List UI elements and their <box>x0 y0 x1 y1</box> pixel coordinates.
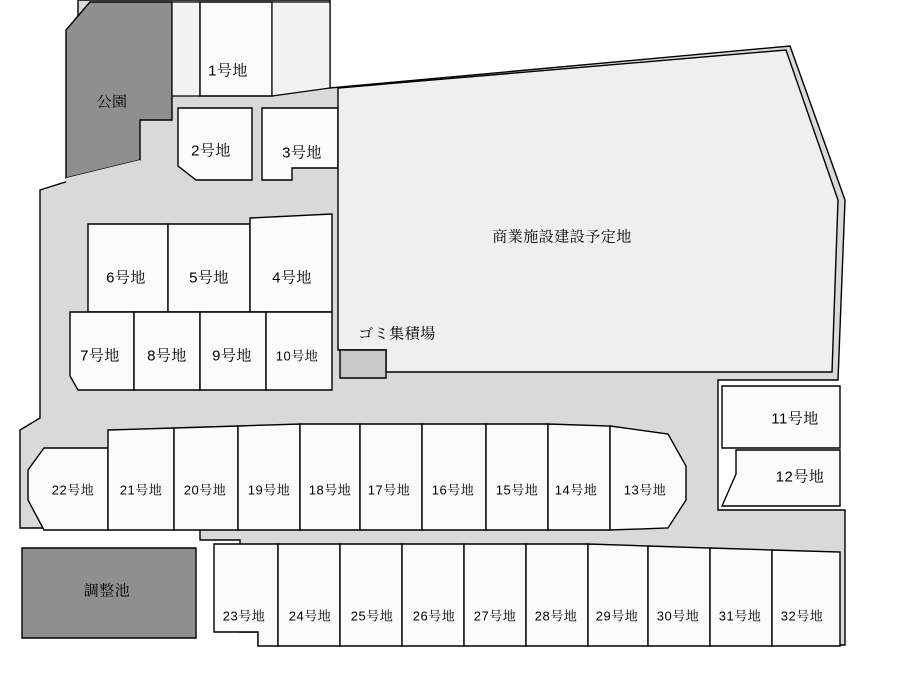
lot-26-shape[interactable] <box>402 544 464 646</box>
lot-14-label: 14号地 <box>554 482 598 498</box>
park-label: 公園 <box>96 93 128 111</box>
lot-31-label: 31号地 <box>718 608 762 624</box>
lot-30-shape[interactable] <box>648 546 710 646</box>
lot-16-shape[interactable] <box>422 424 486 530</box>
lot-1-shape[interactable] <box>200 2 272 96</box>
lot-8-label: 8号地 <box>147 347 187 365</box>
lot-26-label: 26号地 <box>412 608 456 624</box>
lot-19-label: 19号地 <box>247 482 291 498</box>
lot-28-shape[interactable] <box>526 544 588 646</box>
lot-11-label: 11号地 <box>771 410 819 428</box>
lot-29-label: 29号地 <box>595 608 639 624</box>
lot-18-label: 18号地 <box>308 482 352 498</box>
lot-1-label: 1号地 <box>208 62 248 80</box>
lot-7-label: 7号地 <box>80 347 120 365</box>
lot-23-label: 23号地 <box>222 608 266 624</box>
top-white-block <box>172 2 200 96</box>
lot-22-label: 22号地 <box>51 482 95 498</box>
lot-12-shape[interactable] <box>722 450 840 506</box>
commercial-site-shape[interactable] <box>338 50 838 372</box>
lot-2-label: 2号地 <box>191 142 231 160</box>
lot-2-shape[interactable] <box>178 108 252 180</box>
lot-23-shape[interactable] <box>214 544 278 646</box>
lot-29-shape[interactable] <box>588 544 648 646</box>
retention-pond-label: 調整池 <box>83 582 131 600</box>
lot-18-shape[interactable] <box>300 424 360 530</box>
lot-17-shape[interactable] <box>360 424 422 530</box>
lot-21-label: 21号地 <box>119 482 163 498</box>
lot-27-label: 27号地 <box>473 608 517 624</box>
lot-25-shape[interactable] <box>340 544 402 646</box>
lot-25-label: 25号地 <box>350 608 394 624</box>
lot-9-label: 9号地 <box>212 347 252 365</box>
lot-13-label: 13号地 <box>623 482 667 498</box>
lot-32-label: 32号地 <box>780 608 824 624</box>
lot-30-label: 30号地 <box>656 608 700 624</box>
lot-10-label: 10号地 <box>275 348 319 364</box>
commercial-site-label: 商業施設建設予定地 <box>492 228 632 246</box>
lot-9-shape[interactable] <box>200 312 266 390</box>
lot-8-shape[interactable] <box>134 312 200 390</box>
trash-station-shape[interactable] <box>340 350 386 378</box>
lot-17-label: 17号地 <box>367 482 411 498</box>
lot-22-shape[interactable] <box>28 448 108 530</box>
lot-32-shape[interactable] <box>772 550 840 646</box>
lot-6-label: 6号地 <box>106 269 146 287</box>
lot-14-shape[interactable] <box>548 424 610 530</box>
trash-station-label: ゴミ集積場 <box>358 325 436 343</box>
lot-3-label: 3号地 <box>282 144 322 162</box>
lot-5-label: 5号地 <box>189 269 229 287</box>
lot-12-label: 12号地 <box>775 468 825 486</box>
lot-15-shape[interactable] <box>486 424 548 530</box>
lot-5-shape[interactable] <box>168 224 250 312</box>
lot-27-shape[interactable] <box>464 544 526 646</box>
lot-4-label: 4号地 <box>272 269 312 287</box>
lot-11-shape[interactable] <box>722 386 840 448</box>
lot-31-shape[interactable] <box>710 548 772 646</box>
lot-10-shape[interactable] <box>266 312 332 390</box>
retention-pond-shape[interactable] <box>22 548 196 638</box>
lot-15-label: 15号地 <box>495 482 539 498</box>
lot-4-shape[interactable] <box>250 214 332 312</box>
lot-21-shape[interactable] <box>108 428 174 530</box>
lot-24-shape[interactable] <box>278 544 340 646</box>
lot-20-shape[interactable] <box>174 426 238 530</box>
lot-6-shape[interactable] <box>88 224 168 312</box>
lot-28-label: 28号地 <box>534 608 578 624</box>
lot-7-shape[interactable] <box>70 312 134 390</box>
lot-20-label: 20号地 <box>183 482 227 498</box>
lot-19-shape[interactable] <box>238 424 300 530</box>
top-right-white-block <box>272 2 330 96</box>
lot-24-label: 24号地 <box>288 608 332 624</box>
lot-16-label: 16号地 <box>431 482 475 498</box>
